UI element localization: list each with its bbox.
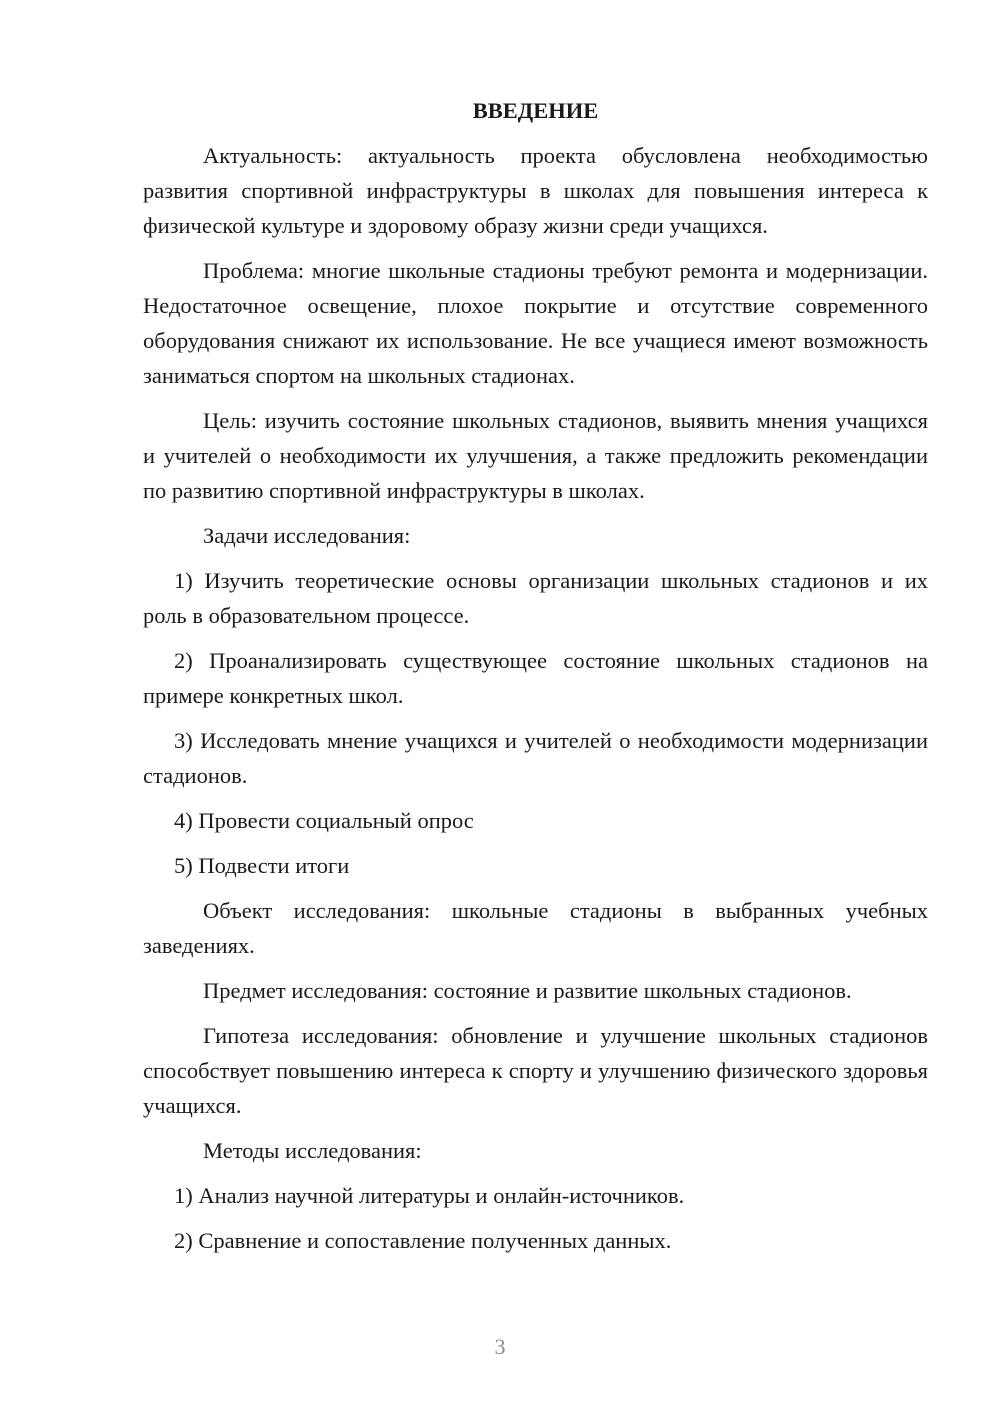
page-number: 3	[494, 1334, 506, 1359]
page-number-footer	[72, 1334, 1000, 1360]
page-body	[143, 96, 928, 1268]
problem-paragraph: Проблема: многие школьные стадионы требуют ремонта и модернизации. Недостаточное освещение, плохое покрытие и отсутствие современного оборудования снижают их использование. Не все учащиеся имеют возможность заниматься спортом на школьных стадионах.	[143, 258, 928, 388]
method-item-1: 1) Анализ научной литературы и онлайн-источников.	[174, 1183, 685, 1208]
section-heading: ВВЕДЕНИЕ	[472, 98, 599, 123]
tasks-title: Задачи исследования:	[203, 523, 411, 548]
object-paragraph: Объект исследования: школьные стадионы в выбранных учебных заведениях.	[143, 898, 928, 958]
task-item-4: 4) Провести социальный опрос	[174, 808, 474, 833]
methods-title: Методы исследования:	[203, 1138, 422, 1163]
method-item-2: 2) Сравнение и сопоставление полученных данных.	[174, 1228, 672, 1253]
task-item-5: 5) Подвести итоги	[174, 853, 350, 878]
goal-paragraph: Цель: изучить состояние школьных стадионов, выявить мнения учащихся и учителей о необходимости их улучшения, а также предложить рекомендации по развитию спортивной инфраструктуры в школах.	[143, 408, 928, 503]
task-item-1: 1) Изучить теоретические основы организации школьных стадионов и их роль в образовательном процессе.	[143, 568, 928, 628]
task-item-2: 2) Проанализировать существующее состояние школьных стадионов на примере конкретных школ.	[143, 648, 928, 708]
hypothesis-paragraph: Гипотеза исследования: обновление и улучшение школьных стадионов способствует повышению интереса к спорту и улучшению физического здоровья учащихся.	[143, 1023, 928, 1118]
subject-paragraph: Предмет исследования: состояние и развитие школьных стадионов.	[203, 978, 852, 1003]
relevance-paragraph: Актуальность: актуальность проекта обусловлена необходимостью развития спортивной инфраструктуры в школах для повышения интереса к физической культуре и здоровому образу жизни среди учащихся.	[143, 143, 928, 238]
task-item-3: 3) Исследовать мнение учащихся и учителей о необходимости модернизации стадионов.	[143, 728, 928, 788]
